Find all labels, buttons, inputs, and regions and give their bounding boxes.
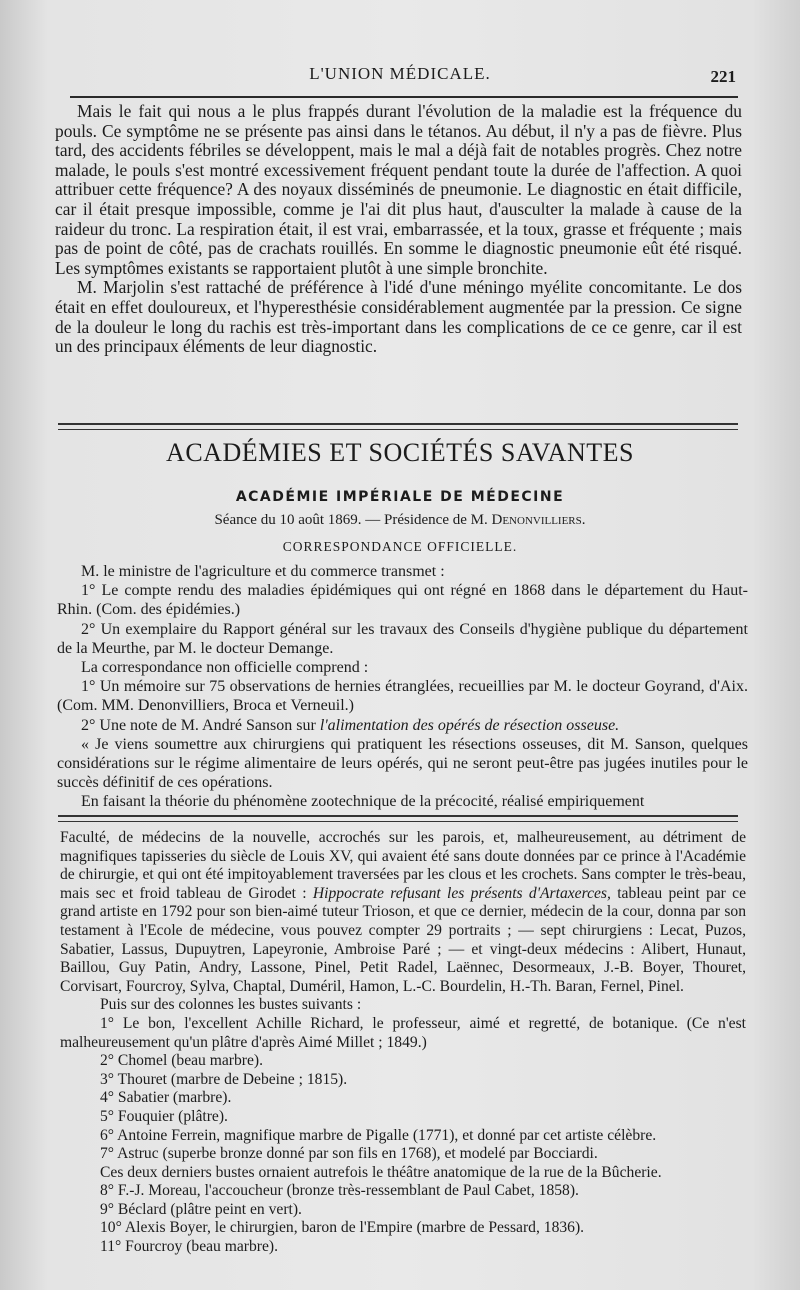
- academy-report: [57, 562, 748, 812]
- report-paragraph: 1° Un mémoire sur 75 observations de hernies étranglées, recueillies par M. le docteur Goyrand, d'Aix. (Com. MM. Denonvilliers, Broca et Verneuil.): [57, 678, 748, 715]
- header-rule: [70, 96, 738, 98]
- bust-item: 9° Béclard (plâtre peint en vert).: [100, 1200, 302, 1218]
- report-paragraph: La correspondance non officielle comprend :: [81, 659, 369, 677]
- page-header: [60, 64, 740, 92]
- report-paragraph: 2° Un exemplaire du Rapport général sur les travaux des Conseils d'hygiène publique du département de la Meurthe, par M. le docteur Demange.: [57, 620, 748, 657]
- feuilleton-text: tableau peint par ce grand artiste en 1792 pour son bien-aimé tuteur Trioson, et que ce dernier, médecin de la cour, donna par son testament à l'Ecole de médecine, vous pouvez compter 29 portraits ; — sept chirurgiens : Lecat, Puzos, Sabatier, Lassus, Dupuytren, Lapeyronie, Ambroise Paré ; — et vingt-deux médecins : Alibert, Hunaut, Baillou, Guy Patin, Andry, Lassone, Pinel, Petit Radel, Laënnec, Desormeaux, J.-B. Boyer, Thouret, Corvisart, Fourcroy, Sylva, Chaptal, Duméril, Hamon, L.-C. Bourdelin, H.-Th. Baran, Fernel, Pinel.: [60, 884, 746, 995]
- article-paragraph: Mais le fait qui nous a le plus frappés durant l'évolution de la maladie est la fréquence du pouls. Ce symptôme ne se présente pas ainsi dans le tétanos. Au début, il n'y a pas de fièvre. Plus tard, des accidents fébriles se développent, mais le mal a déjà fait de notables progrès. Chez notre malade, le pouls s'est montré excessivement fréquent pendant toute la durée de l'affection. A quoi attribuer cette fréquence? A des noyaux disséminés de pneumonie. Le diagnostic en était difficile, car il était presque impossible, comme je l'ai dit plus haut, d'ausculter la malade à cause de la raideur du tronc. La respiration était, il est vrai, embarrassée, et la toux, grasse et fréquente ; mais pas de point de côté, pas de crachats rouillés. En somme le diagnostic pneumonie eût été risqué. Les symptômes existants se rapportaient plutôt à une simple bronchite.: [55, 101, 742, 278]
- article-paragraph: M. Marjolin s'est rattaché de préférence à l'idé d'une méningo myélite concomitante. Le dos était en effet douloureux, et l'hyperesthésie considérablement augmentée par la pression. Ce signe de la douleur le long du rachis est très-important dans les complications de ce ce genre, car il est un des principaux éléments de leur diagnostic.: [55, 277, 742, 357]
- running-title: L'UNION MÉDICALE.: [309, 64, 491, 83]
- feuilleton: [60, 829, 746, 1257]
- bust-item: 10° Alexis Boyer, le chirurgien, baron de l'Empire (marbre de Pessard, 1836).: [100, 1219, 585, 1237]
- section-title: ACADÉMIES ET SOCIÉTÉS SAVANTES: [166, 438, 634, 467]
- session-president: Denonvilliers.: [491, 512, 586, 528]
- feuilleton-paragraph: Puis sur des colonnes les bustes suivants :: [100, 996, 362, 1014]
- report-paragraph: M. le ministre de l'agriculture et du commerce transmet :: [81, 563, 445, 580]
- feuilleton-paragraph: [60, 829, 746, 996]
- session-date: Séance du 10 août 1869. — Présidence de M.: [214, 512, 492, 528]
- academy-title: ACADÉMIE IMPÉRIALE DE MÉDECINE: [235, 489, 565, 505]
- bust-note: Ces deux derniers bustes ornaient autrefois le théâtre anatomique de la rue de la Bûcherie.: [100, 1163, 662, 1181]
- bust-item: 3° Thouret (marbre de Debeine ; 1815).: [100, 1070, 348, 1088]
- section-divider: [58, 423, 738, 430]
- bust-item: 8° F.-J. Moreau, l'accoucheur (bronze très-ressemblant de Paul Cabet, 1858).: [100, 1182, 579, 1200]
- correspondence-heading: CORRESPONDANCE OFFICIELLE.: [282, 539, 518, 554]
- painting-title: Hippocrate refusant les présents d'Artaxerces,: [312, 884, 611, 902]
- bust-item: 2° Chomel (beau marbre).: [100, 1052, 263, 1070]
- report-paragraph: En faisant la théorie du phénomène zootechnique de la précocité, réalisé empiriquement: [81, 793, 645, 811]
- feuilleton-text: Faculté, de médecins de la nouvelle, accrochés sur les parois, et, malheureusement, au détriment de magnifiques tapisseries du siècle de Louis XV, qui avaient été sans doute données par ce prince à l'Académie de chirurgie, et qui ont été impitoyablement traversées par les clous et les crochets. Sans compter le très-beau, mais sec et froid tableau de Girodet :: [60, 829, 746, 902]
- feuilleton-divider: [58, 815, 738, 822]
- note-intro: 2° Une note de M. André Sanson sur: [81, 716, 320, 734]
- report-paragraph: 1° Le compte rendu des maladies épidémiques qui ont régné en 1868 dans le département du Haut-Rhin. (Com. des épidémies.): [57, 582, 748, 619]
- continued-article: [55, 102, 742, 357]
- bust-item: 11° Fourcroy (beau marbre).: [100, 1238, 278, 1256]
- bust-item: 4° Sabatier (marbre).: [100, 1089, 232, 1107]
- page-number: 221: [710, 67, 736, 86]
- note-title: l'alimentation des opérés de résection osseuse.: [319, 716, 620, 734]
- report-paragraph: « Je viens soumettre aux chirurgiens qui pratiquent les résections osseuses, dit M. Sanson, quelques considérations sur le régime alimentaire de leurs opérés, qui ne seront peut-être pas jugées inutiles pour le succès définitif de ces opérations.: [57, 735, 748, 792]
- report-paragraph: [57, 716, 748, 735]
- bust-item: 7° Astruc (superbe bronze donné par son fils en 1768), et modelé par Bocciardi.: [100, 1145, 598, 1163]
- bust-item: 5° Fouquier (plâtre).: [100, 1107, 228, 1125]
- session-line: [0, 512, 800, 529]
- bust-item: 6° Antoine Ferrein, magnifique marbre de Pigalle (1771), et donné par cet artiste célèbre.: [100, 1126, 657, 1144]
- bust-item: 1° Le bon, l'excellent Achille Richard, le professeur, aimé et regretté, de botanique. (Ce n'est malheureusement qu'un plâtre d'après Aimé Millet ; 1849.): [60, 1014, 746, 1051]
